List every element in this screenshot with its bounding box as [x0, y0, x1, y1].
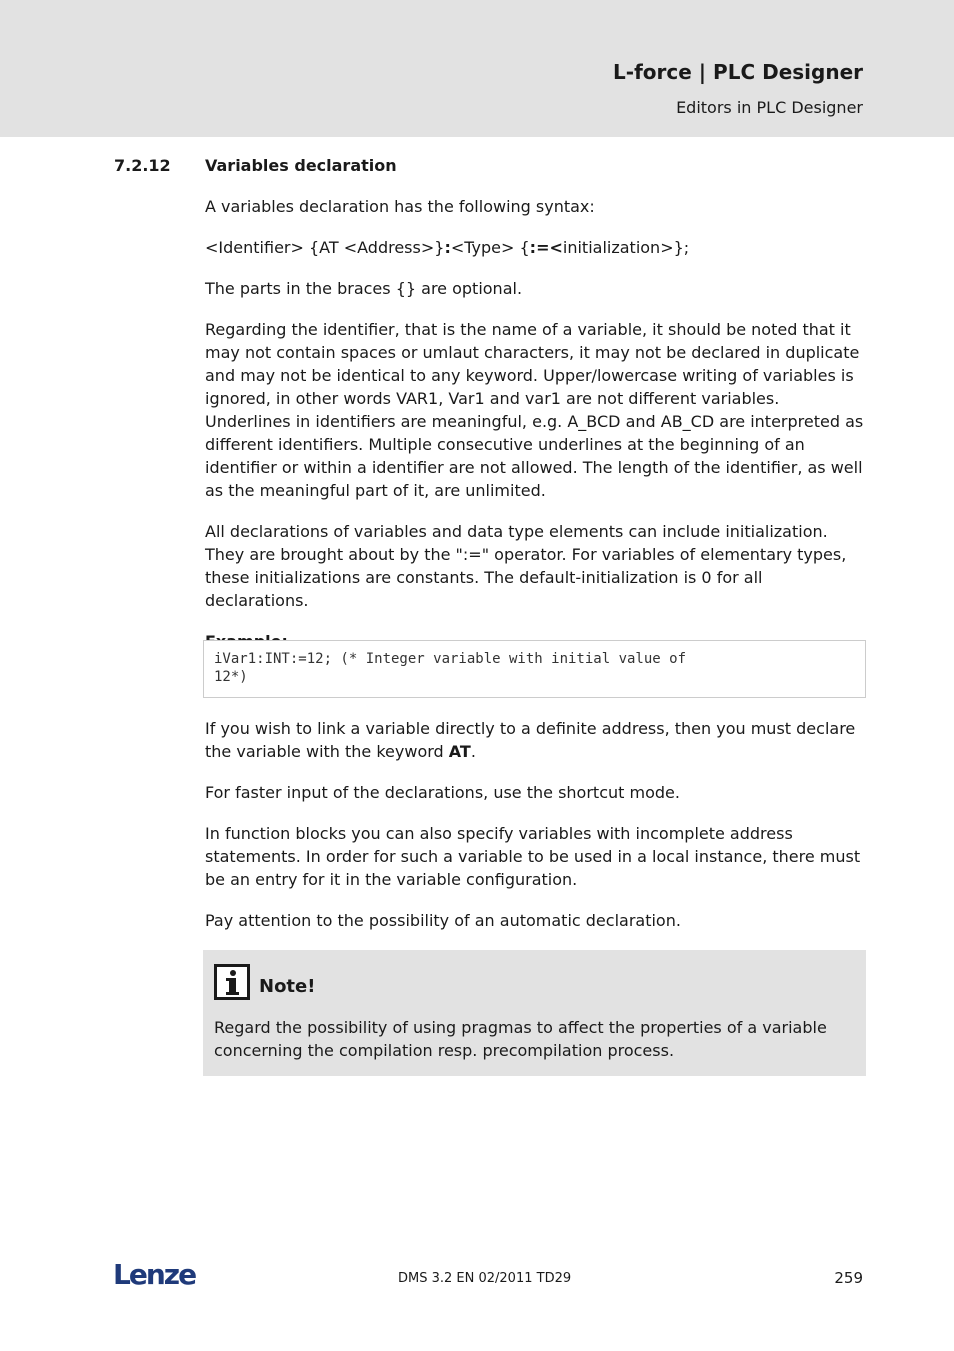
- paragraph-intro: A variables declaration has the following syntax:: [205, 197, 595, 216]
- info-icon: [214, 964, 250, 1000]
- syntax-line: [205, 236, 865, 259]
- paragraph-function-blocks: In function blocks you can also specify variables with incomplete address statements. In order for such a variable to be used in a local instance, there must be an entry for it in the variable configuration.: [205, 824, 861, 889]
- code-line: 12*): [214, 669, 248, 685]
- code-line: iVar1:INT:=12; (* Integer variable with initial value of: [214, 651, 687, 667]
- paragraph-at-end: .: [470, 742, 476, 761]
- section-title: Variables declaration: [205, 156, 397, 175]
- syntax-part-c: <Type> {: [450, 238, 530, 257]
- paragraph-optional: The parts in the braces {} are optional.: [205, 279, 523, 298]
- header-subtitle: Editors in PLC Designer: [676, 98, 863, 117]
- section-number: 7.2.12: [114, 156, 171, 175]
- page-header: [0, 0, 954, 137]
- at-keyword: AT: [448, 742, 471, 761]
- page-number: 259: [834, 1269, 863, 1287]
- syntax-part-b: :: [444, 238, 451, 257]
- paragraph-at-keyword: [205, 717, 865, 763]
- main-content-continued: [205, 717, 865, 950]
- syntax-part-a: <Identifier> {AT <Address>}: [205, 238, 445, 257]
- paragraph-shortcut: For faster input of the declarations, use the shortcut mode.: [205, 783, 680, 802]
- lenze-logo: Lenze: [113, 1258, 196, 1291]
- syntax-part-e: initialization>};: [562, 238, 690, 257]
- paragraph-auto-declaration: Pay attention to the possibility of an automatic declaration.: [205, 911, 681, 930]
- paragraph-at-text: If you wish to link a variable directly to a definite address, then you must declare the variable with the keyword: [205, 719, 856, 761]
- main-content: [205, 195, 865, 665]
- note-box: [203, 950, 866, 1076]
- paragraph-identifier: Regarding the identifier, that is the name of a variable, it should be noted that it may not contain spaces or umlaut characters, it may not be declared in duplicate and may not be identical to any keyword. Upper/lowercase writing of variables is ignored, in other words VAR1, Var1 and var1 are not different variables. Underlines in identifiers are meaningful, e.g. A_BCD and AB_CD are interpreted as different identifiers. Multiple consecutive underlines at the beginning of an identifier or within a identifier are not allowed. The length of the identifier, as well as the meaningful part of it, are unlimited.: [205, 320, 864, 500]
- footer-doc-id: DMS 3.2 EN 02/2011 TD29: [398, 1271, 572, 1286]
- note-title: Note!: [259, 976, 316, 997]
- code-example: [203, 640, 866, 698]
- syntax-part-d: :=<: [529, 238, 563, 257]
- header-title: L-force | PLC Designer: [613, 60, 863, 84]
- note-text: Regard the possibility of using pragmas to affect the properties of a variable concerning the compilation resp. precompilation process.: [214, 1018, 827, 1060]
- paragraph-initialization: All declarations of variables and data type elements can include initialization. They are brought about by the ":=" operator. For variables of elementary types, these initializations are constants. The default-initialization is 0 for all declarations.: [205, 522, 847, 610]
